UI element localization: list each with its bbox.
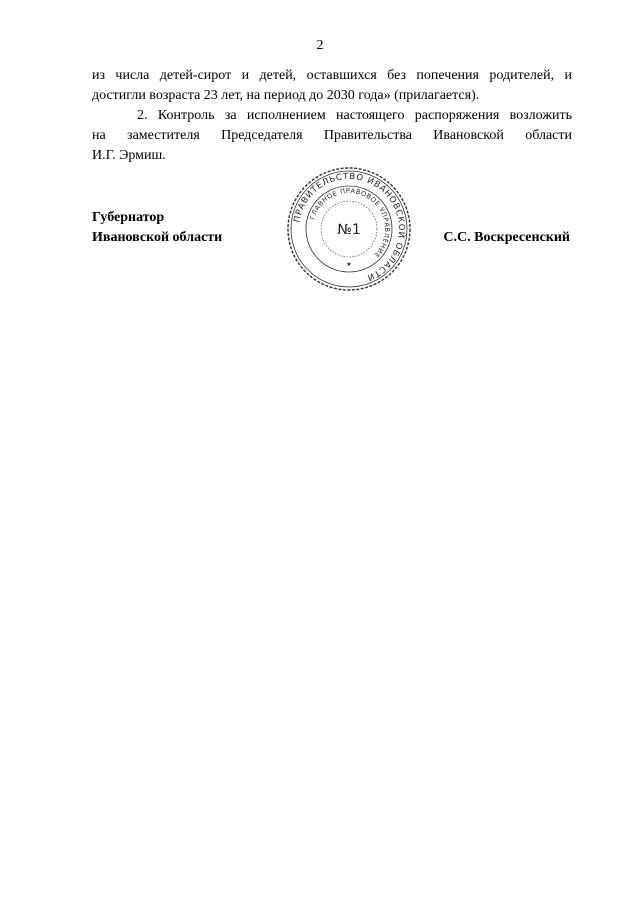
- page-number: 2: [316, 38, 324, 53]
- paragraph-1: [92, 66, 572, 106]
- seal-star-icon: ★: [346, 261, 352, 268]
- paragraph-2: [92, 106, 572, 166]
- signatory-title-line-2: Ивановской области: [92, 230, 223, 245]
- seal-stamp-graphic: [286, 166, 412, 292]
- seal-outer-text: ПРАВИТЕЛЬСТВО ИВАНОВСКОЙ ОБЛАСТИ: [292, 171, 407, 283]
- paragraph-2-line-1: 2. Контроль за исполнением настоящего распоряжения возложить: [137, 108, 572, 123]
- paragraph-1-line-2: достигли возраста 23 лет, на период до 2030 года» (прилагается).: [92, 88, 480, 103]
- signatory-name: С.С. Воскресенский: [443, 230, 570, 245]
- paragraph-2-line-3: И.Г. Эрмиш.: [92, 148, 166, 163]
- paragraph-1-line-1: из числа детей-сирот и детей, оставшихся без попечения родителей, и: [92, 68, 572, 83]
- seal-center-text: №1: [337, 222, 361, 238]
- official-seal: [286, 166, 412, 292]
- signatory-title-line-1: Губернатор: [92, 210, 165, 225]
- document-body: [92, 66, 572, 166]
- paragraph-2-line-2: на заместителя Председателя Правительства Ивановской области: [92, 128, 572, 143]
- seal-inner-text: ГЛАВНОЕ ПРАВОВОЕ УПРАВЛЕНИЕ: [308, 186, 392, 260]
- signatory-title: [92, 208, 222, 248]
